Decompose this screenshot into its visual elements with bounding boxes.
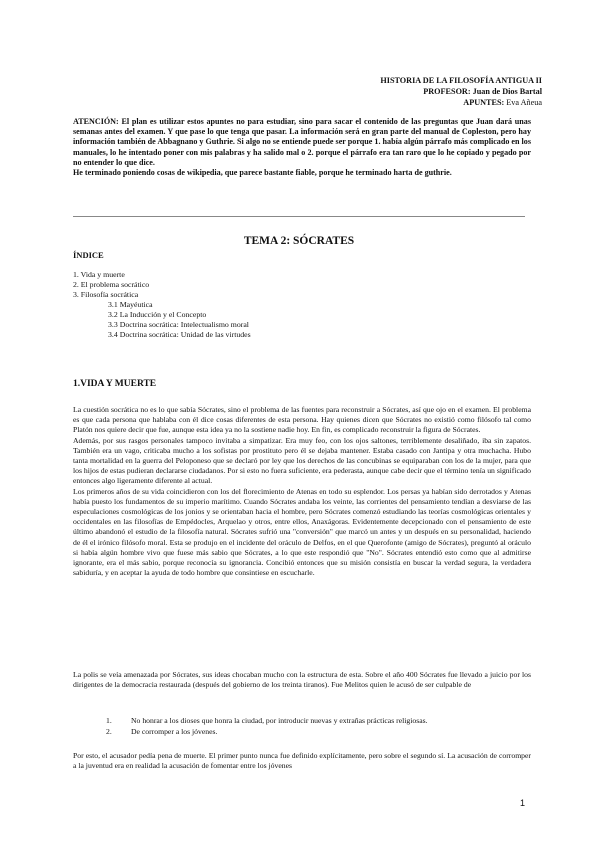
table-of-contents bbox=[73, 270, 251, 340]
section-heading: 1.VIDA Y MUERTE bbox=[73, 379, 157, 389]
body-text bbox=[73, 405, 531, 578]
toc-subitem: 3.4 Doctrina socrática: Unidad de las virtudes bbox=[108, 330, 251, 339]
divider bbox=[73, 216, 525, 217]
professor-name: Juan de Dios Bartal bbox=[472, 87, 542, 96]
attention-note bbox=[73, 117, 531, 178]
course-title: HISTORIA DE LA FILOSOFÍA ANTIGUA II bbox=[380, 76, 542, 85]
notes-author-line bbox=[380, 97, 542, 108]
notes-label: APUNTES: bbox=[463, 98, 505, 107]
professor-label: PROFESOR: bbox=[423, 87, 471, 96]
paragraph: Por esto, el acusador pedía pena de muerte. El primer punto nunca fue definido explícitamente, pero sobre el segundo sí. La acusación de corromper a la juventud era en realidad la acusación de fomentar entre los jóvenes bbox=[73, 751, 531, 771]
toc-item: 2. El problema socrático bbox=[73, 280, 150, 289]
notes-author: Eva Añeua bbox=[506, 98, 542, 107]
toc-item: 1. Vida y muerte bbox=[73, 270, 125, 279]
paragraph: La polis se veía amenazada por Sócrates, sus ideas chocaban mucho con la estructura de esta. Sobre el año 400 Sócrates fue llevado a juicio por los dirigentes de la democracia restaurada (después del gobierno de los treinta tiranos). Fue Melitos quien le acusó de ser culpable de bbox=[73, 670, 531, 690]
course-header bbox=[380, 75, 542, 108]
body-text-2 bbox=[73, 670, 531, 690]
paragraph: La cuestión socrática no es lo que sabía Sócrates, sino el problema de las fuentes para reconstruir a Sócrates, así que ojo en el examen. El problema es que cada persona que hablaba con él dice cosas diferentes de esta persona. Hay quienes dicen que Sócrates no existió como filósofo tal como Platón nos quiere decir que fue, aunque esta idea ya no la sostiene nadie hoy. En fin, es complicado reconstruir la figura de Sócrates. bbox=[73, 405, 531, 435]
list-item: 2. De corromper a los jóvenes. bbox=[106, 726, 218, 736]
list-item: 1. No honrar a los dioses que honra la ciudad, por introducir nuevas y extrañas prácticas religiosas. bbox=[106, 716, 428, 725]
page-number: 1 bbox=[519, 798, 525, 808]
toc-subitem: 3.1 Mayéutica bbox=[108, 300, 153, 309]
attention-text: El plan es utilizar estos apuntes no para estudiar, sino para sacar el contenido de las preguntas que Juan dará unas semanas antes del examen. Y que pase lo que tenga que pasar. La información será en gran parte del manual de Copleston, pero hay información también de Abbagnano y Guthrie. Si algo no se entiende puede ser porque 1. había algún párrafo más complicado en los manuales, lo he intentado poner con mis palabras y ha salido mal o 2. porque el párrafo era tan raro que lo he copiado y pegado por no entender lo que dice. bbox=[73, 117, 532, 167]
toc-subitem: 3.3 Doctrina socrática: Intelectualismo moral bbox=[108, 320, 249, 329]
attention-text-2: He terminado poniendo cosas de wikipedia, que parece bastante fiable, porque he terminado harta de guthrie. bbox=[73, 168, 452, 178]
attention-label: ATENCIÓN: bbox=[73, 117, 119, 126]
paragraph: Además, por sus rasgos personales tampoco invitaba a simpatizar. Era muy feo, con los ojos saltones, terriblemente desaliñado, iba sin zapatos. También era un vago, criticaba mucho a los sofistas por prostituto pero él se dejaba mantener. Estaba casado con Jantipa y otra muchacha. Hubo tanta mortalidad en la guerra del Peloponeso que se declaró por ley que los derechos de las concubinas se equiparaban con los de la mujer, para que los hijos de estas pudieran declararse ciudadanos. Por si esto no fuera suficiente, era pederasta, aunque cabe decir que el término tenía un significado entonces algo ligeramente diferente al actual. bbox=[73, 435, 531, 486]
charges-list bbox=[106, 716, 526, 737]
toc-subitem: 3.2 La Inducción y el Concepto bbox=[108, 310, 207, 319]
professor-line bbox=[380, 86, 542, 97]
paragraph: Los primeros años de su vida coincidieron con los del florecimiento de Atenas en todo su esplendor. Los persas ya habían sido derrotados y Atenas había puesto los fundamentos de su imperio marítimo. Cuando Sócrates andaba los veinte, las corrientes del pensamiento tendían a desviarse de las especulaciones cosmológicas de los jonios y se orientaban hacia el hombre, pero Sócrates comenzó estudiando las teorías cosmológicas orientales y occidentales en las filosofías de Empédocles, Arquelao y otros, entre ellos, Anaxágoras. Evidentemente decepcionado con el pensamiento de este último abandonó el estudio de la filosofía natural. Sócrates sufrió una "conversión" que marcó un antes y un después en su personalidad, haciendo de él el irónico filósofo moral. Esta se produjo en el incidente del oráculo de Delfos, en el que Querofonte (amigo de Sócrates), preguntó al oráculo si había algún hombre vivo que fuese más sabio que Sócrates, a lo que este respondió que "No". Sócrates entendió esto como que al admitirse ignorante, era el más sabio, porque reconocía su ignorancia. Concibió entonces que su misión consistía en buscar la verdad segura, la verdadera sabiduría, y en aceptar la ayuda de todo hombre que consintiese en escucharle. bbox=[73, 486, 531, 578]
body-text-3 bbox=[73, 751, 531, 771]
toc-item: 3. Filosofía socrática bbox=[73, 290, 139, 299]
index-heading: ÍNDICE bbox=[73, 250, 104, 260]
page-title: TEMA 2: SÓCRATES bbox=[243, 235, 355, 247]
